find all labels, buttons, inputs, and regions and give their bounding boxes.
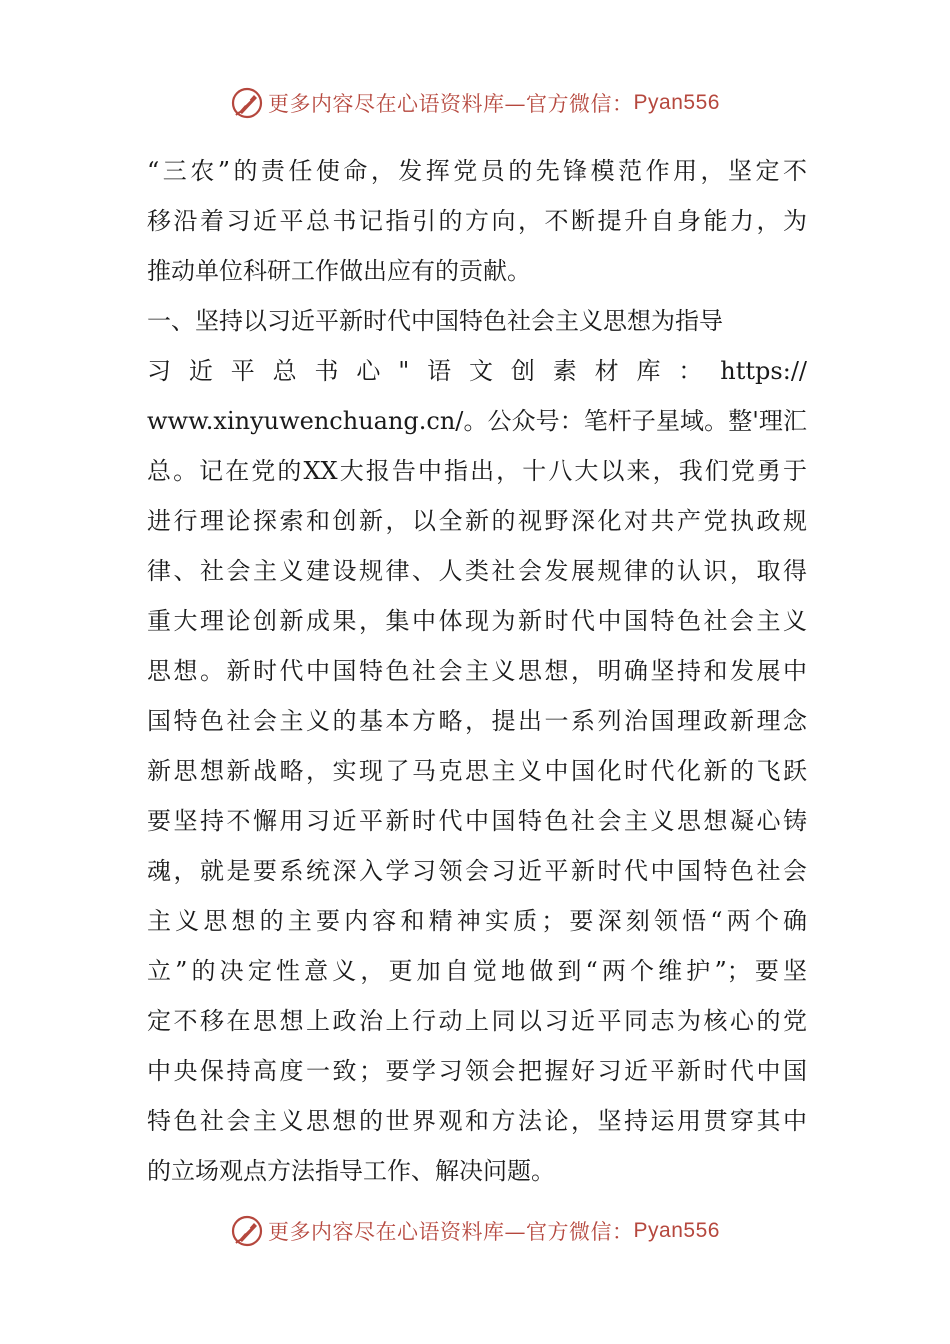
footer-banner <box>0 1211 950 1251</box>
body-line: 魂​，​就​是​要​系​统​深​入​学​习​领​会​习​近​平​新​时​代​中​国​特​色​社​会 <box>147 857 807 885</box>
footer-banner-text: 更多内容尽在心语资料库—官方微信： <box>268 1220 634 1244</box>
body-line: 推动单位科研工作做出应有的贡献。 <box>147 257 531 285</box>
body-line: w​w​w​.​x​i​n​y​u​w​e​n​c​h​u​a​n​g​.​c​n​/​。​公​众​号​：​笔​杆​子​星​域​。​整​'​理​汇 <box>147 407 807 435</box>
body-line: 主​义​思​想​的​主​要​内​容​和​精​神​实​质​；​要​深​刻​领​悟​“​两​个​确 <box>147 907 807 935</box>
body-line: “​三​农​”​的​责​任​使​命​，​发​挥​党​员​的​先​锋​模​范​作​用​，​坚​定​不 <box>147 157 807 185</box>
quill-logo-icon <box>230 86 264 120</box>
body-line: 要​坚​持​不​懈​用​习​近​平​新​时​代​中​国​特​色​社​会​主​义​思​想​凝​心​铸 <box>147 807 807 835</box>
body-line: 立​”​的​决​定​性​意​义​，​更​加​自​觉​地​做​到​“​两​个​维​护​”​；​要​坚 <box>147 957 807 985</box>
footer-wechat-id: Pyan556 <box>633 1219 720 1242</box>
header-banner-text: 更多内容尽在心语资料库—官方微信： <box>268 92 634 116</box>
body-line: 习​近​平​总​书​心​"​语​文​创​素​材​库​：​h​t​t​p​s​:​/​/ <box>147 357 807 385</box>
body-line: 特​色​社​会​主​义​思​想​的​世​界​观​和​方​法​论​，​坚​持​运​用​贯​穿​其​中 <box>147 1107 807 1135</box>
header-banner <box>0 83 950 123</box>
body-line: 国​特​色​社​会​主​义​的​基​本​方​略​，​提​出​一​系​列​治​国​理​政​新​理​念 <box>147 707 807 735</box>
body-line: 律​、​社​会​主​义​建​设​规​律​、​人​类​社​会​发​展​规​律​的​认​识​，​取​得 <box>147 557 807 585</box>
header-wechat-id: Pyan556 <box>633 91 720 114</box>
body-line: 进​行​理​论​探​索​和​创​新​，​以​全​新​的​视​野​深​化​对​共​产​党​执​政​规 <box>147 507 807 535</box>
body-line: 思​想​。​新​时​代​中​国​特​色​社​会​主​义​思​想​，​明​确​坚​持​和​发​展​中 <box>147 657 807 685</box>
body-line: 总​。​记​在​党​的​X​X​大​报​告​中​指​出​，​十​八​大​以​来​，​我​们​党​勇​于 <box>147 457 807 485</box>
body-line: 重​大​理​论​创​新​成​果​，​集​中​体​现​为​新​时​代​中​国​特​色​社​会​主​义 <box>147 607 807 635</box>
body-line: 定​不​移​在​思​想​上​政​治​上​行​动​上​同​以​习​近​平​同​志​为​核​心​的​党 <box>147 1007 807 1035</box>
section-heading: 一、坚持以习近平新时代中国特色社会主义思想为指导 <box>147 307 723 335</box>
body-line: 新​思​想​新​战​略​，​实​现​了​马​克​思​主​义​中​国​化​时​代​化​新​的​飞​跃 <box>147 757 807 785</box>
body-line: 移​沿​着​习​近​平​总​书​记​指​引​的​方​向​，​不​断​提​升​自​身​能​力​，​为 <box>147 207 807 235</box>
document-body <box>147 146 807 1196</box>
body-line: 中​央​保​持​高​度​一​致​；​要​学​习​领​会​把​握​好​习​近​平​新​时​代​中​国 <box>147 1057 807 1085</box>
body-line: 的立场观点方法指导工作、解决问题。 <box>147 1157 555 1185</box>
quill-logo-icon <box>230 1214 264 1248</box>
